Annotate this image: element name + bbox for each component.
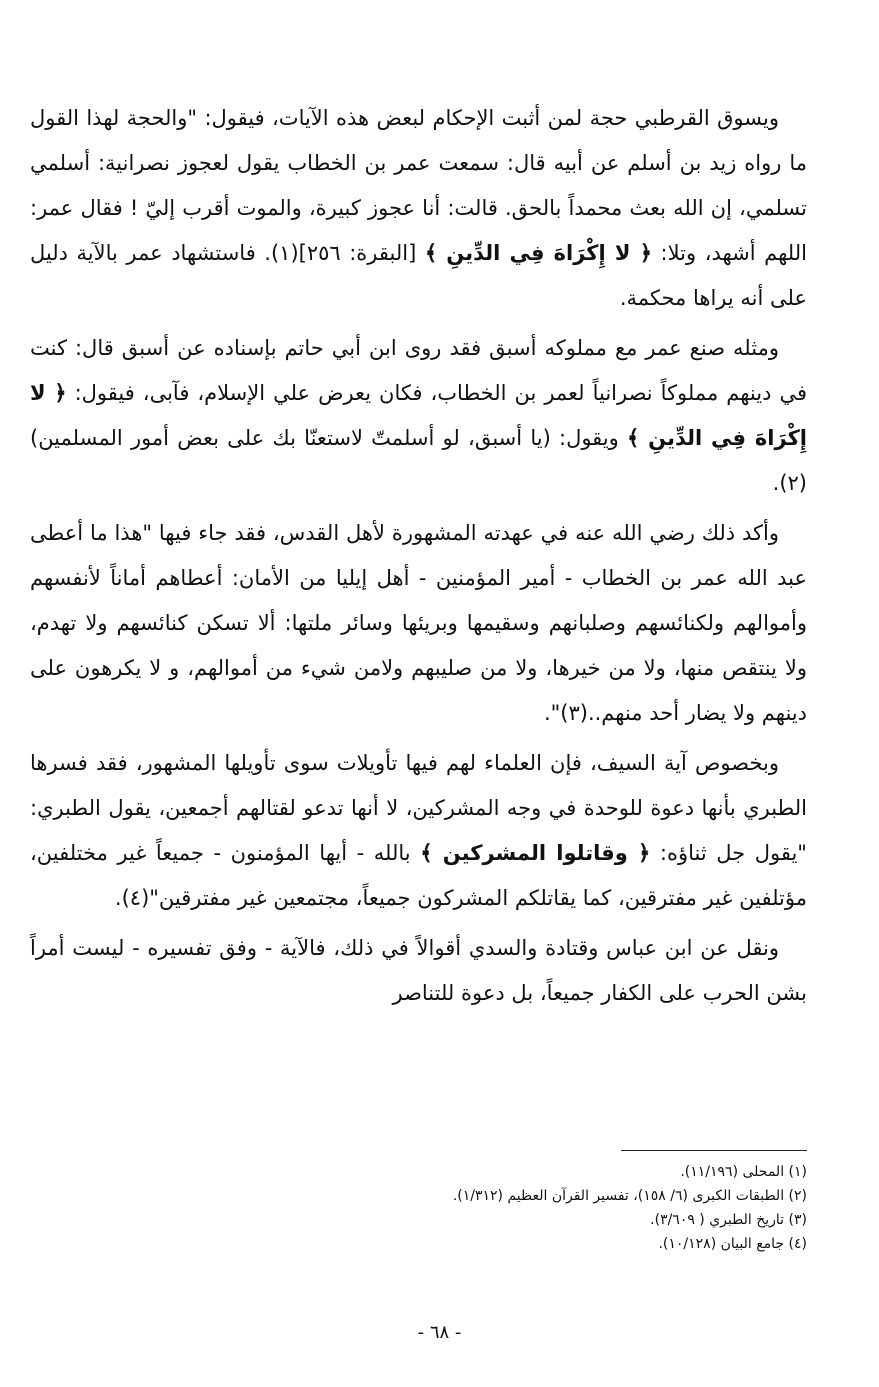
paragraph-2-text: ومثله صنع عمر مع مملوكه أسبق فقد روى ابن أبي حاتم بإسناده عن أسبق قال: كنت في دينهم مملوكاً نصرانياً لعمر بن الخطاب، فكان يعرض علي الإسلام، فآبى، فيقول: (30, 336, 807, 405)
paragraph-4-quran-quote: ﴿ وقاتلوا المشركين ﴾ (420, 841, 651, 865)
footnote-3: (٣) تاريخ الطبري ( ٣/٦٠٩). (650, 1212, 807, 1228)
paragraph-4-tail: بالله - أيها المؤمنون - جميعاً غير مختلفين، مؤتلفين غير مفترقين، كما يقاتلكم المشركون جميعاً، مجتمعين غير مفترقين"(٤). (30, 841, 807, 910)
paragraph-4 (30, 741, 807, 921)
footnote-1: (١) المحلى (١١/١٩٦). (680, 1164, 807, 1180)
paragraph-1-text: ويسوق القرطبي حجة لمن أثبت الإحكام لبعض هذه الآيات، فيقول: "والحجة لهذا القول ما رواه زيد بن أسلم عن أبيه قال: سمعت عمر بن الخطاب يقول لعجوز نصرانية: أسلمي تسلمي، إن الله بعث محمداً بالحق. قالت: أنا عجوز كبيرة، والموت أقرب إليّ ! فقال عمر: اللهم أشهد، وتلا: (30, 106, 807, 265)
paragraph-3 (30, 511, 807, 736)
paragraph-1-quran-quote: ﴿ لا إِكْرَاهَ فِي الدِّينِ ﴾ (424, 241, 653, 265)
footnote-divider (621, 1150, 807, 1151)
paragraph-5 (30, 926, 807, 1016)
paragraph-2-quran-quote: ﴿ لا إِكْرَاهَ فِي الدِّينِ ﴾ (30, 381, 807, 450)
paragraph-2 (30, 326, 807, 506)
footnotes (30, 1160, 807, 1256)
body-text (30, 96, 807, 1021)
paragraph-1-tail: [البقرة: ٢٥٦](١). فاستشهاد عمر بالآية دليل على أنه يراها محكمة. (30, 241, 807, 310)
paragraph-5-text: ونقل عن ابن عباس وقتادة والسدي أقوالاً في ذلك، فالآية - وفق تفسيره - ليست أمراً بشن الحرب على الكفار جميعاً، بل دعوة للتناصر (30, 936, 807, 1005)
paragraph-4-text: وبخصوص آية السيف، فإن العلماء لهم فيها تأويلات سوى تأويلها المشهور، فقد فسرها الطبري بأنها دعوة للوحدة في وجه المشركين، لا أنها تدعو لقتالهم أجمعين، يقول الطبري: "يقول جل ثناؤه: (30, 751, 807, 865)
paragraph-3-text: وأكد ذلك رضي الله عنه في عهدته المشهورة لأهل القدس، فقد جاء فيها "هذا ما أعطى عبد الله عمر بن الخطاب - أمير المؤمنين - أهل إيليا من الأمان: أعطاهم أماناً لأنفسهم وأموالهم ولكنائسهم وصلبانهم وسقيمها وبريئها وسائر ملتها: ألا تسكن كنائسهم ولا تهدم، ولا ينتقص منها، ولا من خيرها، ولا من صليبهم ولامن شيء من أموالهم، و لا يكرهون على دينهم ولا يضار أحد منهم..(٣)". (30, 521, 807, 725)
footnote-4: (٤) جامع البيان (١٠/١٢٨). (658, 1236, 807, 1252)
footnote-2: (٢) الطبقات الكبرى (٦/ ١٥٨)، تفسير القرآن العظيم (١/٣١٢). (452, 1188, 807, 1204)
page-number: - ٦٨ - (417, 1322, 462, 1343)
paragraph-2-tail: ويقول: (يا أسبق، لو أسلمتّ لاستعنّا بك على بعض أمور المسلمين)(٢). (30, 426, 807, 495)
paragraph-1 (30, 96, 807, 321)
